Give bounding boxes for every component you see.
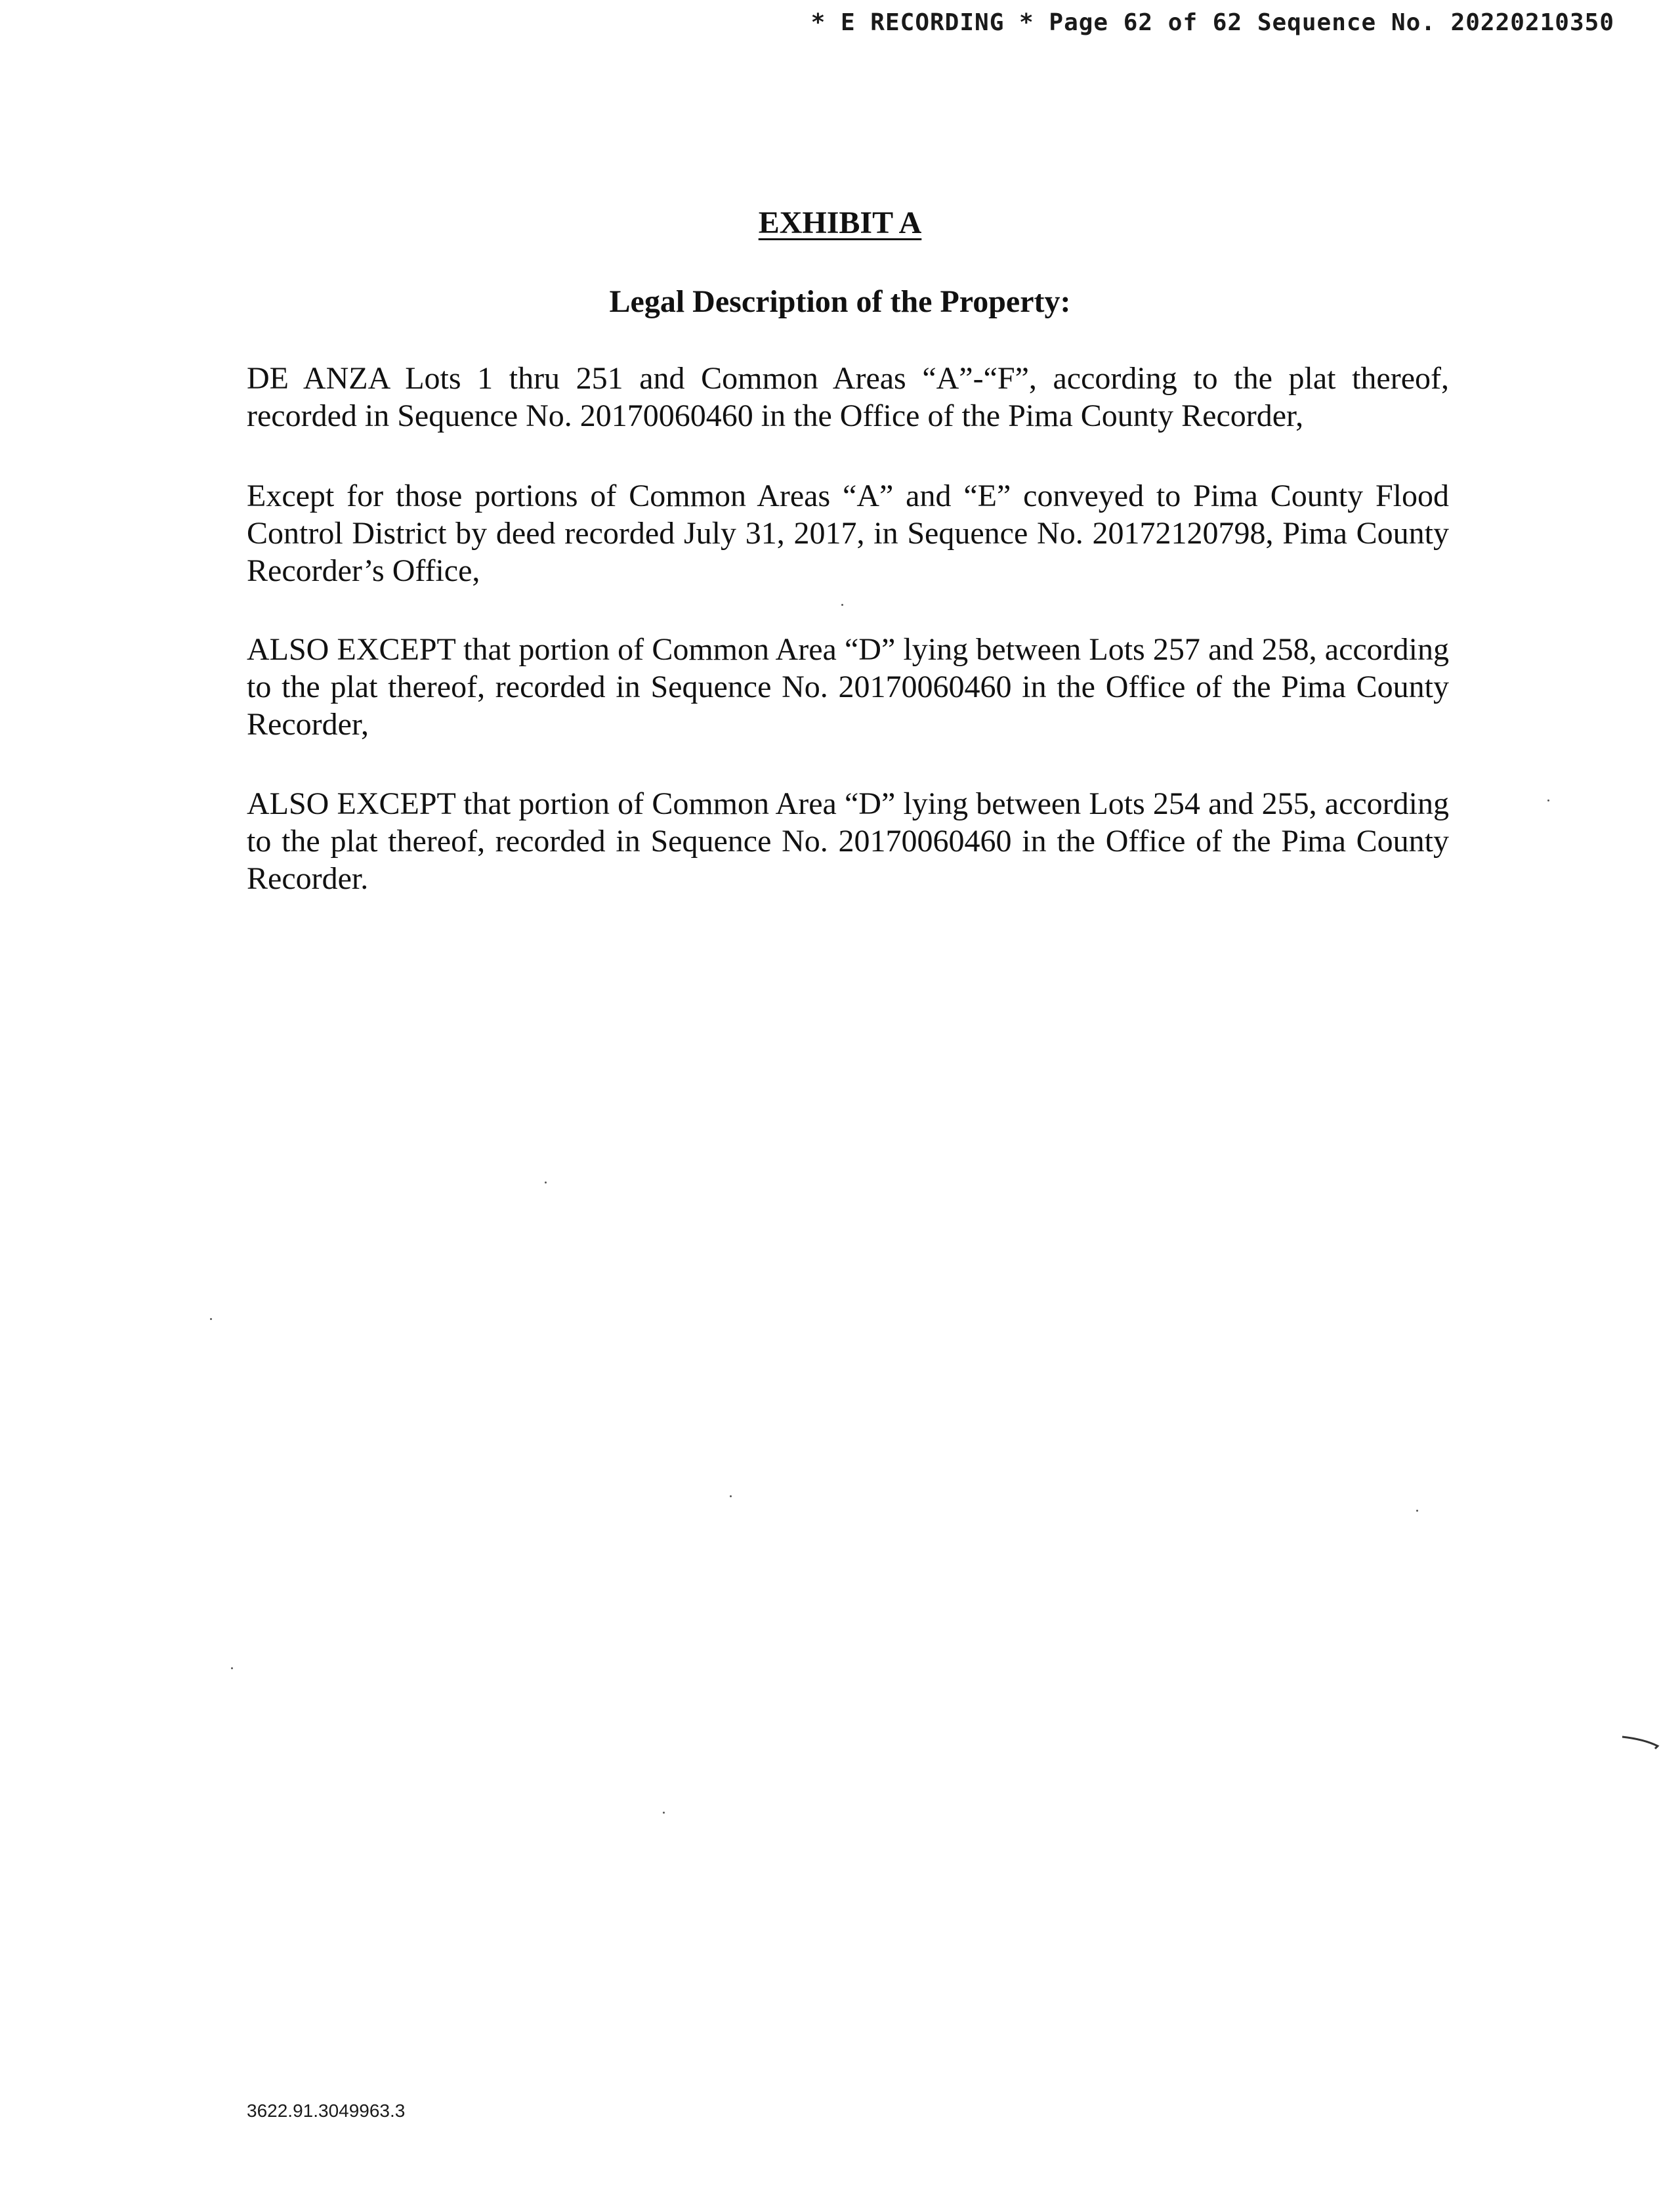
legal-description-paragraph: DE ANZA Lots 1 thru 251 and Common Areas “A”-“F”, according to the plat thereof, recorded in Sequence No. 20170060460 in the Office of the Pima County Recorder, [247, 361, 1449, 433]
legal-description-heading: Legal Description of the Property: [609, 284, 1071, 319]
scan-speck [841, 604, 843, 606]
scan-speck [1416, 1510, 1418, 1512]
scan-speck [210, 1318, 212, 1320]
scan-speck [730, 1495, 732, 1497]
exception-paragraph: ALSO EXCEPT that portion of Common Area “D” lying between Lots 254 and 255, according to the plat thereof, recorded in Sequence No. 20170060460 in the Office of the Pima County Recorder. [247, 786, 1449, 896]
scan-speck [1547, 799, 1549, 801]
scan-speck [545, 1182, 547, 1183]
pen-mark-icon [1621, 1733, 1660, 1753]
recording-stamp: * E RECORDING * Page 62 of 62 Sequence No. 20220210350 [810, 9, 1614, 36]
exception-paragraph: ALSO EXCEPT that portion of Common Area “D” lying between Lots 257 and 258, according to the plat thereof, recorded in Sequence No. 20170060460 in the Office of the Pima County Recorder, [247, 632, 1449, 742]
scan-speck [663, 1812, 665, 1814]
document-code: 3622.91.3049963.3 [247, 2100, 406, 2121]
exhibit-title: EXHIBIT A [758, 205, 922, 240]
scan-speck [231, 1667, 233, 1669]
exception-paragraph: Except for those portions of Common Areas “A” and “E” conveyed to Pima County Flood Control District by deed recorded July 31, 2017, in Sequence No. 20172120798, Pima County Recorder’s Office, [247, 479, 1449, 588]
